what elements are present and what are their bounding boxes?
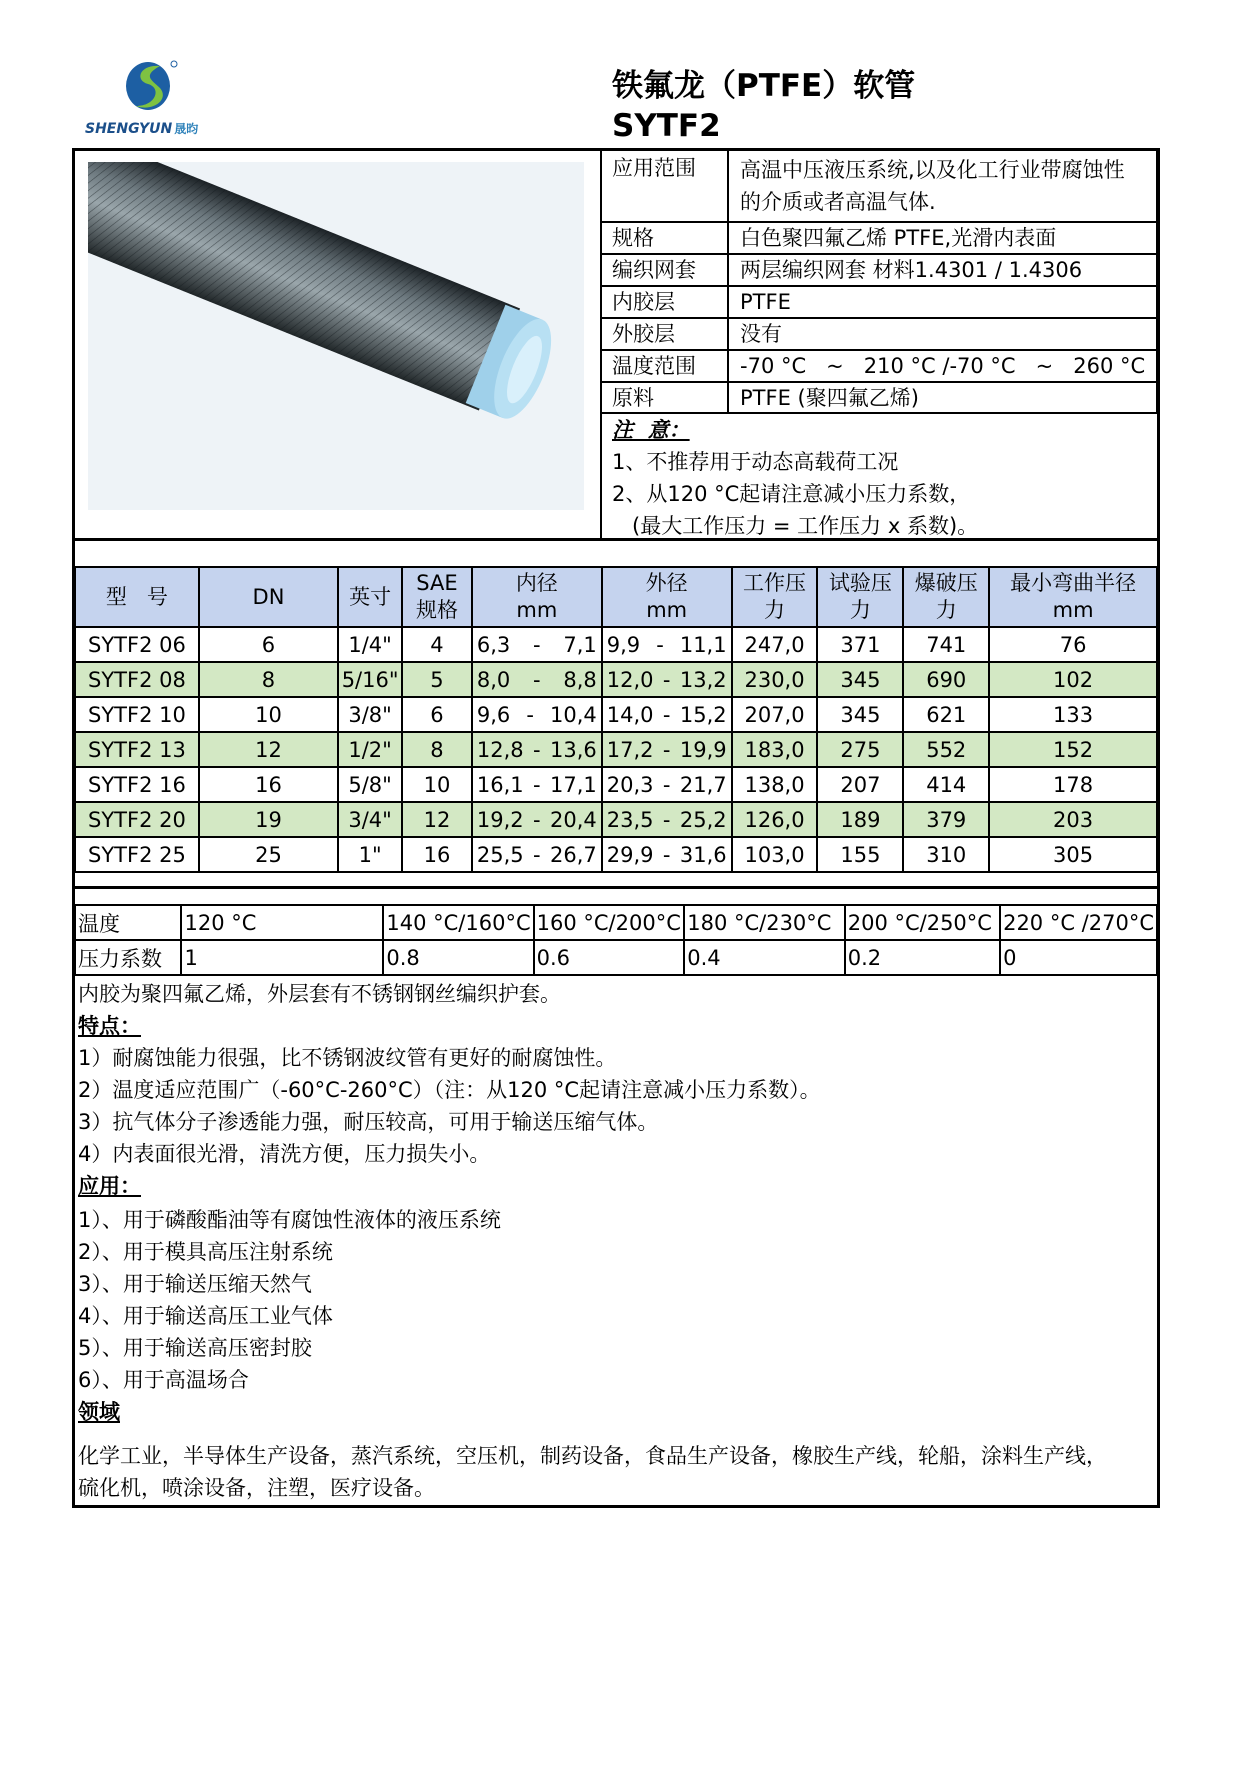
- cell-wp: 247,0: [732, 627, 818, 662]
- cell-bend: 152: [989, 732, 1157, 767]
- cell-bp: 621: [903, 697, 989, 732]
- cell-inch: 1": [338, 837, 402, 872]
- cell-inner-diameter: [472, 732, 602, 767]
- cell-id_max: 8,8: [563, 667, 597, 692]
- cell-id_min: 8,0: [476, 667, 511, 692]
- cell-dn: 10: [199, 697, 338, 732]
- cell-inner-diameter: [472, 697, 602, 732]
- spec-value-braid: 两层编织网套 材料1.4301 / 1.4306: [740, 258, 1083, 282]
- column-header: [732, 567, 818, 627]
- cell-outer-diameter: [602, 837, 732, 872]
- spec-value-application-line1: 高温中压液压系统,以及化工行业带腐蚀性: [740, 158, 1125, 182]
- cell-bp: 741: [903, 627, 989, 662]
- column-header-line: mm: [646, 598, 688, 622]
- cell-bend: 76: [989, 627, 1157, 662]
- cell-bend: 133: [989, 697, 1157, 732]
- cell-bp: 379: [903, 802, 989, 837]
- cell-dn: 8: [199, 662, 338, 697]
- cell-bp: 690: [903, 662, 989, 697]
- factor-cell: 0: [1000, 940, 1157, 975]
- table-row: [75, 767, 1157, 802]
- cell-id_min: 9,6: [476, 702, 511, 727]
- column-header-line: 最小弯曲半径: [1010, 571, 1137, 595]
- table-header-row: [75, 567, 1157, 627]
- cell-id_max: 20,4: [549, 807, 597, 832]
- column-header: [338, 567, 402, 627]
- cell-inner-diameter: [472, 837, 602, 872]
- page-title: 铁氟龙（PTFE）软管: [612, 68, 916, 104]
- spec-label-outer-layer: 外胶层: [612, 322, 675, 346]
- spec-value-outer-layer: 没有: [740, 322, 782, 346]
- cell-id_min: 19,2: [476, 807, 524, 832]
- cell-sae: 6: [402, 697, 472, 732]
- cell-bp: 414: [903, 767, 989, 802]
- cell-sae: 16: [402, 837, 472, 872]
- cell-id_min: 6,3: [476, 632, 511, 657]
- cell-model: SYTF2 25: [75, 837, 199, 872]
- column-header: [75, 567, 199, 627]
- cell-inner-diameter: [472, 662, 602, 697]
- divider: [1156, 150, 1158, 412]
- cell-tp: 189: [817, 802, 903, 837]
- factor-cell: 0.6: [534, 940, 685, 975]
- cell-od_max: 13,2: [679, 667, 727, 692]
- cell-outer-diameter: [602, 697, 732, 732]
- cell-od_min: 20,3: [606, 772, 654, 797]
- column-header-line: 规格: [415, 598, 458, 622]
- cell-bend: 178: [989, 767, 1157, 802]
- feature-item: 2）温度适应范围广（-60°C-260°C）（注：从120 °C起请注意减小压力系数）。: [78, 1078, 821, 1102]
- cell-wp: 126,0: [732, 802, 818, 837]
- cell-sae: 8: [402, 732, 472, 767]
- cell-id_max: 13,6: [549, 737, 597, 762]
- column-header: [989, 567, 1157, 627]
- cell-dn: 16: [199, 767, 338, 802]
- cell-outer-diameter: [602, 627, 732, 662]
- column-header-line: mm: [1052, 598, 1094, 622]
- cell-wp: 207,0: [732, 697, 818, 732]
- cell-id_min: 12,8: [476, 737, 524, 762]
- application-item: 3）、用于输送压缩天然气: [78, 1272, 312, 1296]
- cell-inch: 3/4": [338, 802, 402, 837]
- fields-line: 化学工业，半导体生产设备，蒸汽系统，空压机，制药设备，食品生产设备，橡胶生产线，轮船，涂料生产线，: [78, 1444, 1107, 1468]
- range-dash: -: [533, 632, 541, 657]
- range-dash: -: [526, 702, 534, 727]
- temp-cell: 200 °C/250°C: [845, 905, 1000, 940]
- cell-bp: 552: [903, 732, 989, 767]
- cell-model: SYTF2 20: [75, 802, 199, 837]
- column-header: [402, 567, 472, 627]
- spec-label-specification: 规格: [612, 226, 654, 250]
- cell-tp: 207: [817, 767, 903, 802]
- range-dash: -: [533, 737, 541, 762]
- spec-label-temperature: 温度范围: [612, 354, 696, 378]
- model-code: SYTF2: [612, 108, 721, 144]
- feature-item: 1）耐腐蚀能力很强，比不锈钢波纹管有更好的耐腐蚀性。: [78, 1046, 617, 1070]
- column-header-line: 工作压: [743, 571, 807, 595]
- range-dash: -: [533, 667, 541, 692]
- temp-cell: 180 °C/230°C: [684, 905, 845, 940]
- temp-cell: 140 °C/160°C: [383, 905, 533, 940]
- divider: [600, 285, 1158, 287]
- cell-tp: 345: [817, 662, 903, 697]
- divider: [72, 886, 1160, 889]
- divider: [600, 412, 1158, 414]
- cell-inch: 1/2": [338, 732, 402, 767]
- cell-bend: 203: [989, 802, 1157, 837]
- cell-outer-diameter: [602, 802, 732, 837]
- cell-dn: 12: [199, 732, 338, 767]
- range-dash: -: [533, 772, 541, 797]
- fields-line: 硫化机，喷涂设备，注塑，医疗设备。: [78, 1476, 435, 1500]
- note-line: 2、从120 °C起请注意减小压力系数，: [612, 482, 971, 506]
- cell-wp: 183,0: [732, 732, 818, 767]
- hose-spec-table: [74, 566, 1158, 873]
- divider: [600, 381, 1158, 383]
- spec-value-application-line2: 的介质或者高温气体.: [740, 190, 936, 214]
- factor-cell: 1: [181, 940, 383, 975]
- applications-heading: 应用：: [78, 1174, 141, 1198]
- range-dash: -: [662, 702, 671, 727]
- cell-wp: 103,0: [732, 837, 818, 872]
- table-row: [75, 662, 1157, 697]
- cell-id_max: 10,4: [549, 702, 597, 727]
- range-dash: -: [533, 842, 541, 867]
- cell-od_min: 9,9: [606, 632, 641, 657]
- table-row: [75, 732, 1157, 767]
- column-header-line: 力: [849, 598, 871, 622]
- application-item: 1）、用于磷酸酯油等有腐蚀性液体的液压系统: [78, 1208, 501, 1232]
- column-header: [817, 567, 903, 627]
- pressure-factor-table: [74, 904, 1158, 976]
- features-heading: 特点：: [78, 1014, 141, 1038]
- column-header: [903, 567, 989, 627]
- cell-inner-diameter: [472, 802, 602, 837]
- cell-inch: 1/4": [338, 627, 402, 662]
- cell-od_min: 12,0: [606, 667, 654, 692]
- intro-text: 内胶为聚四氟乙烯，外层套有不锈钢钢丝编织护套。: [78, 982, 561, 1006]
- cell-od_max: 15,2: [679, 702, 727, 727]
- feature-item: 4）内表面很光滑，清洗方便，压力损失小。: [78, 1142, 491, 1166]
- cell-bend: 102: [989, 662, 1157, 697]
- spec-label-inner-layer: 内胶层: [612, 290, 675, 314]
- feature-item: 3）抗气体分子渗透能力强，耐压较高，可用于输送压缩气体。: [78, 1110, 659, 1134]
- cell-inner-diameter: [472, 627, 602, 662]
- notes-title: 注 意：: [612, 418, 690, 442]
- range-dash: -: [662, 842, 671, 867]
- logo-mark-icon: [122, 58, 182, 114]
- cell-sae: 5: [402, 662, 472, 697]
- cell-outer-diameter: [602, 767, 732, 802]
- application-item: 5）、用于输送高压密封胶: [78, 1336, 312, 1360]
- cell-wp: 138,0: [732, 767, 818, 802]
- temp-cell: 160 °C/200°C: [534, 905, 685, 940]
- cell-sae: 10: [402, 767, 472, 802]
- logo-wordmark: SHENGYUN 晟昀: [85, 121, 199, 137]
- cell-model: SYTF2 10: [75, 697, 199, 732]
- application-item: 2）、用于模具高压注射系统: [78, 1240, 333, 1264]
- spec-value-specification: 白色聚四氟乙烯 PTFE,光滑内表面: [740, 226, 1057, 250]
- cell-model: SYTF2 13: [75, 732, 199, 767]
- cell-od_max: 25,2: [679, 807, 727, 832]
- column-header: [602, 567, 732, 627]
- column-header-line: 试验压: [828, 571, 892, 595]
- cell-od_min: 17,2: [606, 737, 654, 762]
- cell-od_max: 11,1: [679, 632, 727, 657]
- spec-label-braid: 编织网套: [612, 258, 696, 282]
- column-header-line: mm: [516, 598, 558, 622]
- cell-inch: 3/8": [338, 697, 402, 732]
- product-photo: [88, 162, 584, 510]
- cell-id_min: 16,1: [476, 772, 524, 797]
- column-header-line: 外径: [645, 571, 688, 595]
- cell-tp: 155: [817, 837, 903, 872]
- range-dash: -: [656, 632, 664, 657]
- cell-od_min: 29,9: [606, 842, 654, 867]
- application-item: 6）、用于高温场合: [78, 1368, 249, 1392]
- divider: [600, 349, 1158, 351]
- spec-label-application: 应用范围: [612, 156, 696, 180]
- temp-cell: 220 °C /270°C: [1000, 905, 1157, 940]
- cell-id_max: 7,1: [563, 632, 597, 657]
- divider: [600, 221, 1158, 223]
- fields-heading: 领域: [78, 1400, 120, 1424]
- spec-value-inner-layer: PTFE: [740, 290, 791, 314]
- column-header-line: 内径: [515, 571, 558, 595]
- table-row: [75, 940, 1157, 975]
- cell-od_min: 14,0: [606, 702, 654, 727]
- cell-tp: 345: [817, 697, 903, 732]
- cell-id_min: 25,5: [476, 842, 524, 867]
- temp-label: 温度: [75, 905, 181, 940]
- column-header-line: 型 号: [105, 584, 168, 609]
- cell-wp: 230,0: [732, 662, 818, 697]
- spec-value-temperature: -70 °C ~ 210 °C /-70 °C ~ 260 °C: [740, 354, 1146, 378]
- table-row: [75, 837, 1157, 872]
- column-header-line: 力: [764, 598, 786, 622]
- factor-cell: 0.4: [684, 940, 845, 975]
- cell-id_max: 17,1: [549, 772, 597, 797]
- cell-bp: 310: [903, 837, 989, 872]
- note-line: 1、不推荐用于动态高载荷工况: [612, 450, 899, 474]
- cell-model: SYTF2 06: [75, 627, 199, 662]
- cell-od_min: 23,5: [606, 807, 654, 832]
- column-header: [199, 567, 338, 627]
- company-logo: [80, 58, 220, 138]
- application-item: 4）、用于输送高压工业气体: [78, 1304, 333, 1328]
- factor-cell: 0.8: [383, 940, 533, 975]
- range-dash: -: [662, 667, 671, 692]
- cell-sae: 4: [402, 627, 472, 662]
- cell-tp: 275: [817, 732, 903, 767]
- factor-label: 压力系数: [75, 940, 181, 975]
- table-row: [75, 627, 1157, 662]
- cell-sae: 12: [402, 802, 472, 837]
- column-header-line: SAE: [416, 571, 458, 595]
- column-header-line: 爆破压: [914, 571, 978, 595]
- spec-label-material: 原料: [612, 386, 654, 410]
- divider: [600, 253, 1158, 255]
- range-dash: -: [533, 807, 541, 832]
- column-header: [472, 567, 602, 627]
- cell-id_max: 26,7: [549, 842, 597, 867]
- cell-od_max: 31,6: [679, 842, 727, 867]
- divider: [727, 150, 729, 412]
- hose-illustration-icon: [88, 162, 584, 510]
- spec-value-material: PTFE (聚四氟乙烯): [740, 386, 919, 410]
- cell-od_max: 19,9: [679, 737, 727, 762]
- note-line: (最大工作压力 = 工作压力 x 系数)。: [612, 514, 979, 538]
- range-dash: -: [662, 737, 671, 762]
- table-row: [75, 802, 1157, 837]
- cell-dn: 25: [199, 837, 338, 872]
- column-header-line: 力: [935, 598, 957, 622]
- cell-inner-diameter: [472, 767, 602, 802]
- divider: [600, 317, 1158, 319]
- temp-cell: 120 °C: [181, 905, 383, 940]
- factor-cell: 0.2: [845, 940, 1000, 975]
- range-dash: -: [662, 807, 671, 832]
- table-row: [75, 697, 1157, 732]
- cell-od_max: 21,7: [679, 772, 727, 797]
- divider: [600, 150, 602, 538]
- cell-bend: 305: [989, 837, 1157, 872]
- cell-model: SYTF2 16: [75, 767, 199, 802]
- cell-outer-diameter: [602, 732, 732, 767]
- column-header-line: 英寸: [349, 584, 392, 609]
- cell-inch: 5/16": [338, 662, 402, 697]
- range-dash: -: [662, 772, 671, 797]
- column-header-line: DN: [252, 584, 285, 609]
- table-row: [75, 905, 1157, 940]
- cell-inch: 5/8": [338, 767, 402, 802]
- cell-model: SYTF2 08: [75, 662, 199, 697]
- cell-dn: 6: [199, 627, 338, 662]
- cell-outer-diameter: [602, 662, 732, 697]
- cell-dn: 19: [199, 802, 338, 837]
- cell-tp: 371: [817, 627, 903, 662]
